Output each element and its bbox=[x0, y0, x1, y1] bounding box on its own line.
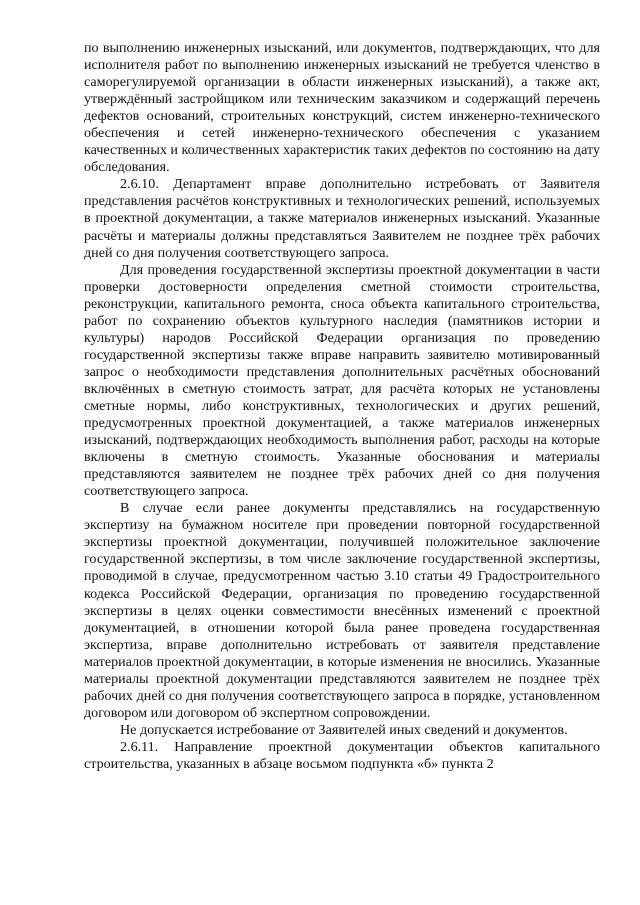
paragraph-2-6-10: 2.6.10. Департамент вправе дополнительно истребовать от Заявителя представления расчётов конструктивных и технологических решений, используемых в проектной документации, а также материалов инженерных изысканий. Указанные расчёты и материалы должны представляться Заявителем не позднее трёх рабочих дней со дня получения соответствующего запроса. bbox=[84, 176, 600, 261]
paragraph-prohibition: Не допускается истребование от Заявителей иных сведений и документов. bbox=[120, 721, 568, 738]
paragraph-continuation: по выполнению инженерных изысканий, или документов, подтверждающих, что для исполнителя работ по выполнению инженерных изысканий не требуется членство в саморегулируемой организации в области инженерных изысканий), а также акт, утверждённый застройщиком или техническим заказчиком и содержащий перечень дефектов оснований, строительных конструкций, систем инженерно-технического обеспечения и сетей инженерно-технического обеспечения с указанием качественных и количественных характеристик таких дефектов по состоянию на дату обследования. bbox=[84, 40, 600, 176]
paragraph-paper-resubmission: В случае если ранее документы представлялись на государственную экспертизу на бумажном носителе при проведении повторной государственной экспертизы проектной документации, получившей положительное заключение государственной экспертизы, в том числе заключение государственной экспертизы, проводимой в случае, предусмотренном частью 3.10 статьи 49 Градостроительного кодекса Российской Федерации, организация по проведению государственной экспертизы в целях оценки совместимости внесённых изменений с проектной документацией, в отношении которой была ранее проведена государственная экспертиза, вправе дополнительно истребовать от заявителя представление материалов проектной документации, в которые изменения не вносились. Указанные материалы проектной документации представляются заявителем не позднее трёх рабочих дней со дня получения соответствующего запроса в порядке, установленном договором или договором об экспертном сопровождении. bbox=[84, 500, 600, 721]
paragraph-estimate-verification: Для проведения государственной экспертизы проектной документации в части проверки достоверности определения сметной стоимости строительства, реконструкции, капитального ремонта, сноса объекта капитального строительства, работ по сохранению объектов культурного наследия (памятников истории и культуры) народов Российской Федерации организация по проведению государственной экспертизы также вправе направить заявителю мотивированный запрос о необходимости представления дополнительных расчётных обоснований включённых в сметную стоимость затрат, для расчёта которых не установлены сметные нормы, либо конструктивных, технологических и других решений, предусмотренных проектной документацией, а также материалов инженерных изысканий, подтверждающих необходимость выполнения работ, расходы на которые включены в сметную стоимость. Указанные обоснования и материалы представляются заявителем не позднее трёх рабочих дней со дня получения соответствующего запроса. bbox=[84, 261, 600, 500]
document-page bbox=[84, 40, 600, 773]
paragraph-2-6-11: 2.6.11. Направление проектной документации объектов капитального строительства, указанных в абзаце восьмом подпункта «б» пункта 2 bbox=[84, 738, 600, 772]
